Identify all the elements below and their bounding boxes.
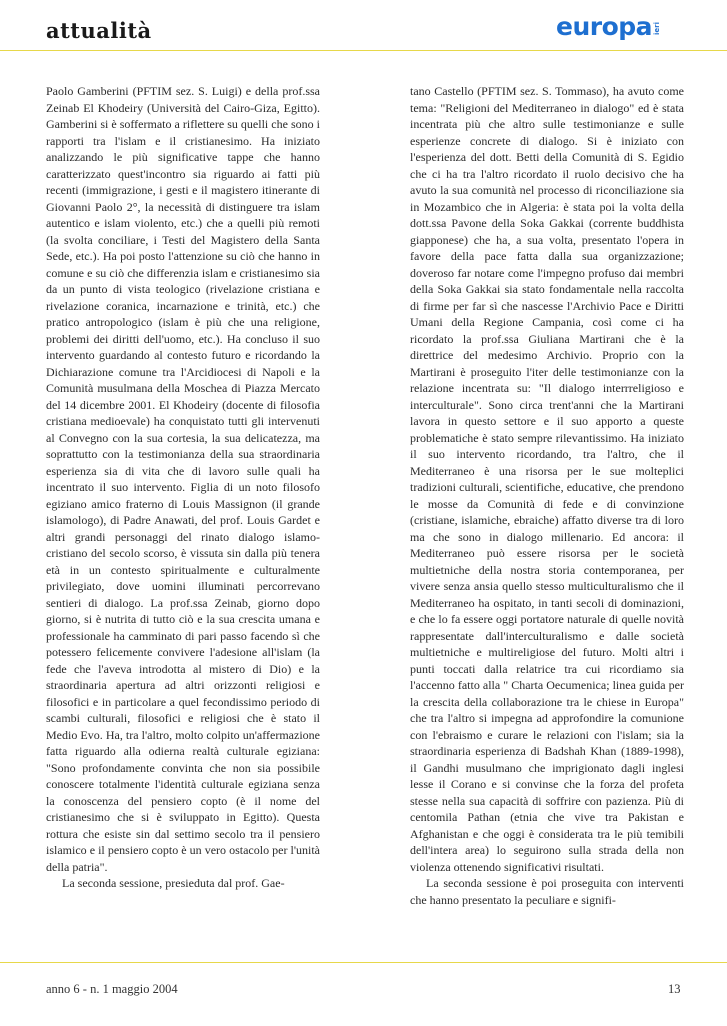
section-title: attualità xyxy=(46,18,152,43)
paragraph: tano Castello (PFTIM sez. S. Tommaso), ha avuto come tema: "Religioni del Mediterraneo in dialogo" ed è stata incentrata più che altro sulle testimonianze e sulle esperienze concrete di dialogo. Si è iniziato con l'esperienza del dott. Betti della Comunità di S. Egidio che ci ha tra l'altro ricordato il ruolo decisivo che ha avuto la sua comunità nel processo di riconciliazione sia in Mozambico che in Algeria: è stata poi la volta della dott.ssa Pavone della Soka Gakkai (corrente buddhista giapponese) che ha, a sua volta, presentato l'opera in favore della pace fatta dalla sua organizzazione; doveroso far notare come l'impegno profuso dai membri della Soka Gakkai sia stato fondamentale nella raccolta di firme per far sì che nascesse l'Archivio Pace e Diritti Umani della Regione Campania, così come ci ha ricordato la prof.ssa Giuliana Martirani che è la direttrice del medesimo Archivio. Proprio con la Martirani è proseguito l'iter delle testimonianze con la relazione incentrata su: "Il dialogo interrreligioso e interculturale". Sono circa trent'anni che la Martirani lavora in questo settore e il suo apporto a queste problematiche è stato sempre rilevantissimo. Ha iniziato il suo intervento ricordando, tra l'altro, che il Mediterraneo è una risorsa per le sue molteplici tradizioni culturali, scientifiche, educative, che prendono le mosse da Comunità di fede e di convinzione (cristiane, islamiche, ebraiche) affatto diverse tra di loro ma che sono in dialogo millenario. Ed ancora: il Mediterraneo può essere risorsa per le società multietniche della nostra storia contemporanea, per vivere senza ansia quello stesso multiculturalismo che il Mediterraneo ha ospitato, in tanti secoli di dominazioni, e che lo fa essere oggi portatore naturale di quelle novità rappresentate dall'interculturalismo e dalle società multietniche e multireligiose del futuro. Molti altri i punti toccati dalla relatrice tra cui ricordiamo sia l'accenno fatto alla " Charta Oecumenica; linea guida per la crescita della collaborazione tra le chiese in Europa" che tra l'altro si impegna ad approfondire la comunione con l'ebraismo e curare le relazioni con l'islam; sia la straordinaria esperienza di Badshah Khan (1889-1998), il Gandhi musulmano che imprigionato dagli inglesi lesse il Corano e si convinse che la forza del profeta stesse nella sua capacità di soffrire con pazienza. Più di centomila Pathan (etnia che vive tra Pakistan e Afghanistan e che oggi è considerata tra le più temibili dell'intera area) lo seguirono sulla strada della non violenza ottenendo significativi risultati. xyxy=(410,84,684,874)
header-divider xyxy=(0,50,727,51)
page-number: 13 xyxy=(668,982,681,996)
europa-logo xyxy=(556,14,661,39)
logo-wordmark xyxy=(556,14,652,39)
footer-divider xyxy=(0,962,727,963)
paragraph: La seconda sessione è poi proseguita con interventi che hanno presentato la peculiare e signifi- xyxy=(410,876,684,907)
logo-tag: ieri xyxy=(653,22,662,35)
paragraph: Paolo Gamberini (PFTIM sez. S. Luigi) e della prof.ssa Zeinab El Khodeiry (Università del Cairo-Giza, Egitto). Gamberini si è soffermato a riflettere su quelli che sono i rapporti tra l'islam e il cristianesimo. Ha iniziato analizzando le più significative tappe che hanno caratterizzato quest'incontro sia riguardo ai fatti più recenti (immigrazione, i gesti e il magistero itinerante di Giovanni Paolo 2°, la necessità di distinguere tra islam autentico e islam violento, etc.) che a quelli più remoti (la svolta conciliare, i Testi del Magistero della Santa Sede, etc.). Ha poi posto l'attenzione su ciò che hanno in comune e su ciò che differenzia islam e cristianesimo sia da un punto di vista teologico (rivelazione cristiana e rivelazione coranica, incarnazione e trinità, etc.) che pratico antropologico (islam è più che una religione, problemi dei diritti dell'uomo, etc.). Ha concluso il suo intervento guardando al contesto futuro e ricordando la Dichiarazione comune tra l'Arcidiocesi di Napoli e la Comunità musulmana della Moschea di Piazza Mercato del 14 dicembre 2001. El Khodeiry (docente di filosofia cristiana medioevale) ha conquistato tutti gli intervenuti al Convegno con la sua cortesia, la sua delicatezza, ma soprattutto con la testimonianza della sua straordinaria esperienza sia di vita che di lavoro sulle quali ha incentrato il suo intervento. Figlia di un noto filosofo egiziano amico fraterno di Louis Massignon (il grande islamologo), di Padre Anawati, del prof. Louis Gardet e altri grandi personaggi del rinato dialogo islamo-cristiano del secolo scorso, è vissuta sin dalla più tenera età in un contesto spiritualmente e culturalmente privilegiato, dove uomini illuminati percorrevano sentieri di dialogo. La prof.ssa Zeinab, giorno dopo giorno, si è nutrita di tutto ciò e la sua crescita umana e professionale ha camminato di pari passo facendo sì che potessero felicemente convivere l'adesione all'islam (la fede che l'aveva introdotta al mistero di Dio) e la straordinaria apertura ad altri orizzonti religiosi e filosofici e in particolare a quel fecondissimo periodo di scambi culturali, filosofici e religiosi che è stato il Medio Evo. Ha, tra l'altro, molto colpito un'affermazione fatta riguardo alla odierna realtà culturale egiziana: "Sono profondamente convinta che non sia possibile conoscere totalmente l'identità culturale egiziana senza la conoscenza del pensiero copto (è il nome del cristianesimo che si è sviluppato in Egitto). Questa rottura che esiste sin dal settimo secolo tra il pensiero islamico e il pensiero copto è un vero ostacolo per l'unità della patria". xyxy=(46,84,320,874)
article-column-right xyxy=(410,83,684,908)
article-column-left xyxy=(46,83,320,892)
issue-info: anno 6 - n. 1 maggio 2004 xyxy=(46,982,178,996)
paragraph: La seconda sessione, presieduta dal prof. Gae- xyxy=(62,876,285,890)
logo-text: europa xyxy=(556,12,653,41)
